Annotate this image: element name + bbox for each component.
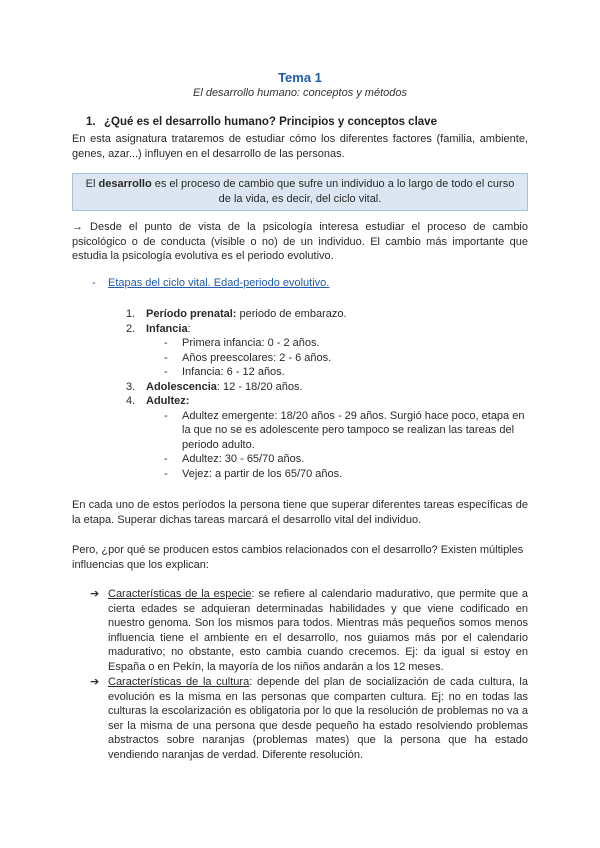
section-heading-text: ¿Qué es el desarrollo humano? Principios y conceptos clave [104,116,437,128]
influence-label: Características de la cultura [108,676,250,688]
tasks-paragraph: En cada uno de estos períodos la persona tiene que superar diferentes tareas específicas de la etapa. Superar dichas tareas marcará el desarrollo vital del individuo. [72,499,528,526]
substage-text: Años preescolares: 2 - 6 años. [182,351,332,364]
document-subtitle: El desarrollo humano: conceptos y métodos [192,87,407,99]
stage-number: 3. [126,380,136,393]
stage-number: 2. [126,322,136,335]
substage-text: Vejez: a partir de los 65/70 años. [182,467,343,480]
definition-prefix: El [85,178,99,190]
stage-desc: periodo de embarazo. [236,308,347,320]
definition-text [83,177,517,207]
influence-item [90,675,528,762]
influence-text: : se refiere al calendario madurativo, que permite que a cierta edades se adquieran determinadas habilidades y que viene codificado en nuestro genoma. Son los mismos para todos. Mientras más pequeños somos menos influencia tiene el ambiente en el desarrollo, nos guiamos más por el calendario madurativo; no obstante, esto cambia cuando crecemos. Ej: da igual si estoy en España o en Pekín, la mayoría de los niños andarán a los 12 meses. [108,588,528,673]
definition-term: desarrollo [98,178,152,190]
substage-item: - Años preescolares: 2 - 6 años. [164,351,332,364]
stage-name: Período prenatal: [146,308,237,320]
question-paragraph: Pero, ¿por qué se producen estos cambios relacionados con el desarrollo? Existen múltiples influencias que los explican: [72,544,524,571]
stage-name: Adultez: [146,395,190,407]
influence-label: Características de la especie [108,588,252,600]
stage-number: 4. [126,395,136,407]
stages-list [126,307,526,481]
substage-item: - Primera infancia: 0 - 2 años. [164,337,320,349]
influence-text: : depende del plan de socialización de cada cultura, la evolución es la misma en las personas que comparten cultura. Ej: no en todas las culturas la escolarización es obligatoria por lo que la resolución de problemas no va a ser la misma de una persona que desde pequeño ha estado resolviendo problemas abstractos sobre naranjas (problemas mates) que la persona que ha estado vendiendo naranjas de verdad. Diferente resolución. [108,676,528,761]
stage-name: Adolescencia [146,380,217,393]
stages-link[interactable]: Etapas del ciclo vital. Edad-periodo evolutivo. [108,277,330,289]
influence-item [90,587,528,674]
list-dash: - [92,277,96,289]
stage-item [126,322,526,337]
stage-number: 1. [126,308,136,320]
arrow-icon: ➔ [90,588,100,600]
intro-paragraph: En esta asignatura trataremos de estudiar cómo los diferentes factores (familia, ambiente, genes, azar...) influyen en el desarrollo de las personas. [72,133,528,160]
substage-text: Primera infancia: 0 - 2 años. [182,337,320,349]
section-number: 1. [86,116,96,128]
definition-box [72,173,528,211]
substage-item: - Adultez: 30 - 65/70 años. [164,453,305,465]
stages-link-line [92,277,329,289]
substage-text: Adultez: 30 - 65/70 años. [182,453,305,465]
definition-rest: es el proceso de cambio que sufre un individuo a lo largo de todo el curso de la vida, es decir, del ciclo vital. [151,178,515,205]
section-heading [86,116,437,128]
stage-desc: : [187,322,191,335]
substage-text: Infancia: 6 - 12 años. [182,366,285,378]
stage-item [126,380,526,395]
stage-desc: : 12 - 18/20 años. [216,380,303,393]
substage-text: Adultez emergente: 18/20 años - 29 años. Surgió hace poco, etapa en la que no se es adolescente pero tampoco se realizan las tareas del periodo adulto. [182,409,525,451]
arrow-icon: ➔ [90,676,100,688]
stage-name: Infancia [146,322,188,335]
substage-item: - Vejez: a partir de los 65/70 años. [164,467,343,480]
stage-item [126,394,526,409]
document-title: Tema 1 [278,70,322,85]
stage-item [126,307,526,322]
substage-item: - Infancia: 6 - 12 años. [164,366,285,378]
psychology-paragraph: → Desde el punto de vista de la psicología interesa estudiar el proceso de cambio psicológico o de conducta (visible o no) de un individuo. El cambio más importante que estudia la psicología evolutiva es el periodo evolutivo. [72,221,528,262]
substage-item: - Adultez emergente: 18/20 años - 29 años. Surgió hace poco, etapa en la que no se es adolescente pero tampoco se realizan las tareas del periodo adulto. [164,409,525,451]
influences-list [90,587,528,763]
